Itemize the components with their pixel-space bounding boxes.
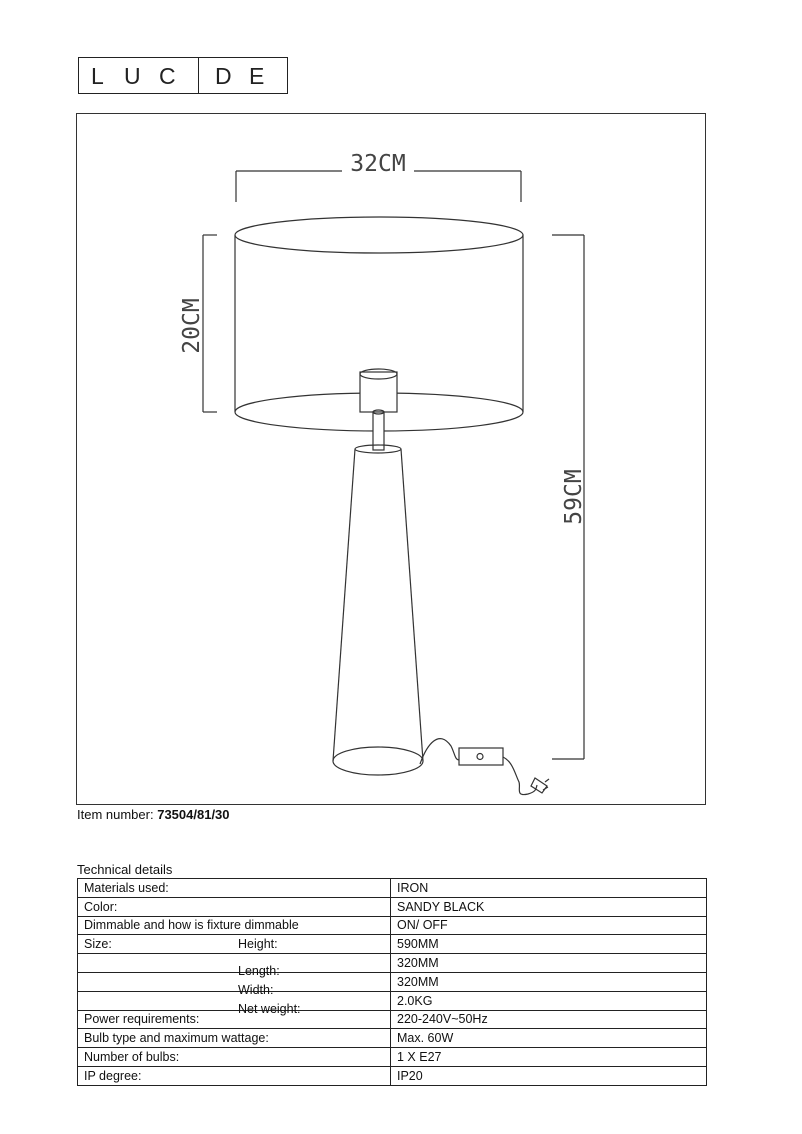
table-row [78,1066,707,1085]
item-number-label: Item number: [77,807,154,822]
shade-height-dimension [179,235,217,412]
item-number-value: 73504/81/30 [157,807,230,822]
spec-label-cell [78,1066,391,1085]
table-row [78,991,707,1010]
spec-sublabel: Height: [238,937,278,952]
spec-label: Power requirements: [84,1012,200,1027]
spec-value: SANDY BLACK [391,897,707,916]
cord-and-switch [420,739,549,795]
table-row [78,1029,707,1048]
logo-divider [198,57,199,94]
item-number-line [77,807,230,823]
logo-letter: C [159,63,176,89]
spec-label: Materials used: [84,880,169,895]
technical-drawing [76,113,706,805]
width-label: 32CM [350,151,406,177]
table-row [78,916,707,935]
spec-label: Color: [84,899,118,914]
table-row [78,954,707,973]
technical-details-table [77,878,707,1086]
total-height-label: 59CM [561,469,587,525]
lamp-socket [360,369,397,450]
table-row [78,879,707,898]
spec-label: Size: [84,937,112,952]
width-dimension [236,151,521,202]
table-row [78,935,707,954]
spec-label-cell [78,1029,391,1048]
table-row [78,1010,707,1029]
spec-label-cell [78,897,391,916]
spec-value: 320MM [391,954,707,973]
logo-letter: D [215,63,232,89]
spec-label-cell [78,935,391,954]
spec-label: Bulb type and maximum wattage: [84,1031,269,1046]
lamp-base [333,445,423,775]
spec-value: Max. 60W [391,1029,707,1048]
spec-value: 590MM [391,935,707,954]
technical-details-title: Technical details [77,862,173,877]
logo-letter: E [249,63,265,89]
lucide-logo [78,57,288,94]
total-height-dimension [552,235,587,759]
spec-label: Number of bulbs: [84,1050,180,1065]
spec-value: ON/ OFF [391,916,707,935]
spec-sublabel: Length: [238,964,280,979]
spec-value: 1 X E27 [391,1048,707,1067]
spec-label: Dimmable and how is fixture dimmable [84,918,299,933]
logo-letter: U [124,63,141,89]
logo-letter: L [91,63,104,89]
spec-value: IRON [391,879,707,898]
spec-value: IP20 [391,1066,707,1085]
table-row [78,897,707,916]
spec-label-cell [78,972,391,997]
table-row [78,1048,707,1067]
spec-sublabel: Net weight: [238,1001,301,1016]
spec-label-cell [78,1010,391,1029]
spec-label-cell [78,991,391,1016]
spec-value: 220-240V~50Hz [391,1010,707,1029]
shade-height-label: 20CM [179,298,205,354]
spec-label-cell [78,1048,391,1067]
spec-label-cell [78,916,391,935]
lamp-drawing [77,114,707,806]
spec-label: IP degree: [84,1068,142,1083]
table-row [78,972,707,991]
spec-label-cell [78,954,391,979]
spec-sublabel: Width: [238,982,274,997]
spec-value: 2.0KG [391,991,707,1010]
spec-label-cell [78,879,391,898]
spec-value: 320MM [391,972,707,991]
